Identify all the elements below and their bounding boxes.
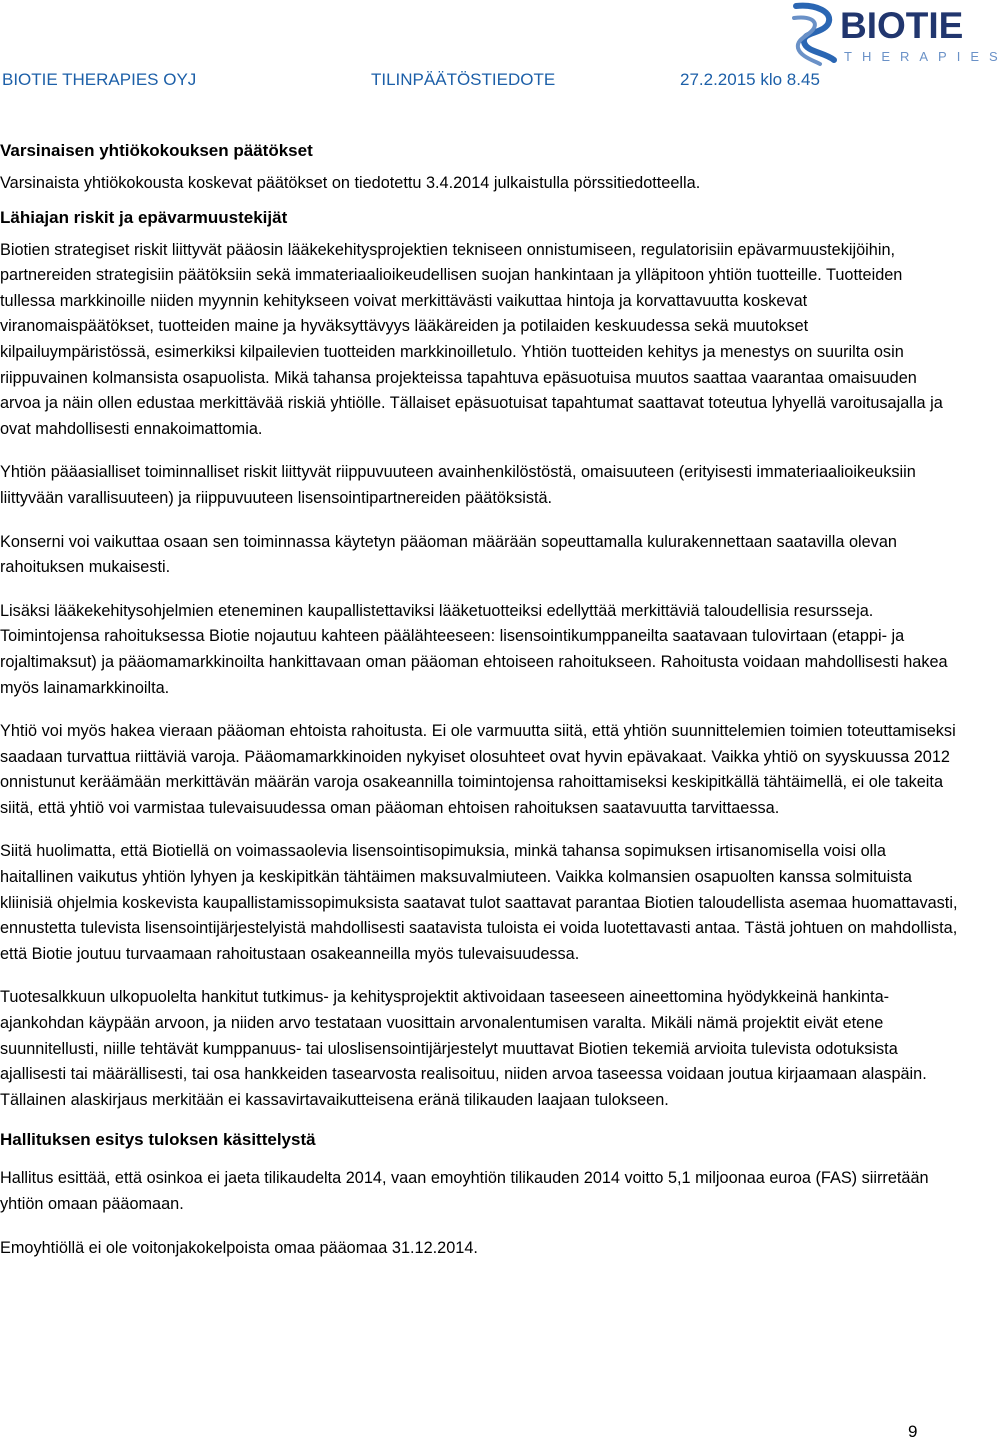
logo-subtitle: THERAPIES <box>844 49 1008 64</box>
document-body <box>0 138 958 1261</box>
page-header <box>0 0 1008 110</box>
proposal-heading: Hallituksen esitys tuloksen käsittelystä <box>0 1130 316 1150</box>
company-name: BIOTIE THERAPIES OYJ <box>2 70 197 89</box>
agm-text: Varsinaista yhtiökokousta koskevat päätökset on tiedotettu 3.4.2014 julkaistulla pörssitiedotteella. <box>0 174 701 192</box>
risks-paragraph-3: Konserni voi vaikuttaa osaan sen toiminnassa käytetyn pääoman määrään sopeuttamalla kulurakennettaan saatavilla olevan rahoituksen mukaisesti. <box>0 532 897 577</box>
page-number: 9 <box>908 1422 918 1441</box>
risks-paragraph-6: Siitä huolimatta, että Biotiellä on voimassaolevia lisensointisopimuksia, minkä tahansa sopimuksen irtisanomisella voisi olla haitallinen vaikutus yhtiön lyhyen ja keskipitkän tähtäimen maksuvalmiuteen. Vaikka kolmansien osapuolten kanssa solmituista kliinisiä ohjelmia koskevista kaupallistamissopimuksista saatavat tulot saattavat parantaa Biotien taloudellista asemaa huomattavasti, ennustetta tulevista lisensointijärjestelyistä mahdollisesti saatavista tuloista ei voida luotettavasti antaa. Tästä johtuen on mahdollista, että Biotie joutuu turvaamaan rahoitustaan osakeanneilla myös tulevaisuudessa. <box>0 842 958 963</box>
proposal-paragraph-2: Emoyhtiöllä ei ole voitonjakokelpoista omaa pääomaa 31.12.2014. <box>0 1238 478 1257</box>
risks-paragraph-7: Tuotesalkkuun ulkopuolelta hankitut tutkimus- ja kehitysprojektit aktivoidaan taseeseen aineettomina hyödykkeinä hankinta-ajankohdan käypään arvoon, ja niiden arvo testataan vuosittain arvonalentumisen varalta. Mikäli nämä projektit eivät etene suunnitellusti, niille tehtävät kumppanuus- tai uloslisensointijärjestelyt muuttavat Biotien tekemiä arvioita tulevista odotuksista ajallisesti tai määrällisesti, tai osa hankkeiden tasearvosta realisoituu, niiden arvoa taseessa voidaan joutua kirjaamaan alaspäin. Tällainen alaskirjaus merkitään ei kassavirtavaikutteisena eränä tilikauden laajaan tulokseen. <box>0 988 927 1109</box>
risks-heading: Lähiajan riskit ja epävarmuustekijät <box>0 207 288 227</box>
logo-wordmark: BIOTIE <box>840 5 964 46</box>
risks-paragraph-1: Biotien strategiset riskit liittyvät pääosin lääkekehitysprojektien tekniseen onnistumiseen, regulatorisiin epävarmuustekijöihin, partnereiden strategisiin päätöksiin sekä immateriaalioikeudellisen suojan hankintaan ja ylläpitoon yhtiön tuotteille. Tuotteiden tullessa markkinoille niiden myynnin kehitykseen voivat merkittävästi vaikuttaa hintoja ja korvattavuutta koskevat viranomaispäätökset, tuotteiden maine ja hyväksyttävyys lääkäreiden ja potilaiden keskuudessa sekä muutokset kilpailuympäristössä, esimerkiksi kilpailevien tuotteiden markkinoilletulo. Yhtiön tuotteiden kehitys ja menestys on suurilta osin riippuvainen kolmansista osapuolista. Mikä tahansa projekteissa tapahtuva epäsuotuisa muutos saattaa vaarantaa omaisuuden arvoa ja näin ollen edustaa merkittävää riskiä yhtiölle. Tällaiset epäsuotuisat tapahtumat saattavat toteutua lyhyellä varoitusajalla ja ovat mahdollisesti ennakoimattomia. <box>0 240 943 438</box>
proposal-paragraph-1: Hallitus esittää, että osinkoa ei jaeta tilikaudelta 2014, vaan emoyhtiön tilikauden 2014 voitto 5,1 miljoonaa euroa (FAS) siirretään yhtiön omaan pääomaan. <box>0 1169 929 1213</box>
release-datetime: 27.2.2015 klo 8.45 <box>680 70 820 89</box>
risks-paragraph-2: Yhtiön pääasialliset toiminnalliset riskit liittyvät riippuvuuteen avainhenkilöstöstä, omaisuuteen (erityisesti immateriaalioikeuksiin liittyvään varallisuuteen) ja riippuvuuteen lisensointipartnereiden päätöksistä. <box>0 463 916 507</box>
biotie-logo <box>790 2 1008 68</box>
document-title: TILINPÄÄTÖSTIEDOTE <box>371 70 556 89</box>
agm-heading: Varsinaisen yhtiökokouksen päätökset <box>0 141 313 160</box>
logo-mark-icon <box>790 2 842 68</box>
risks-paragraph-5: Yhtiö voi myös hakea vieraan pääoman ehtoista rahoitusta. Ei ole varmuutta siitä, että yhtiön suunnittelemien toimien toteuttamiseksi saadaan turvattua riittäviä varoja. Pääomamarkkinoiden nykyiset olosuhteet ovat hyvin epävakaat. Vaikka yhtiö on syyskuussa 2012 onnistunut keräämään merkittävän määrän varoja osakeannilla toimintojensa rahoittamiseksi keskipitkällä tähtäimellä, ei ole takeita siitä, että yhtiö voi varmistaa tulevaisuudessa oman pääoman ehtoisen rahoituksen saatavuutta tarvittaessa. <box>0 722 956 817</box>
risks-paragraph-4: Lisäksi lääkekehitysohjelmien eteneminen kaupallistettaviksi lääketuotteiksi edellyttää merkittäviä taloudellisia resursseja. Toimintojensa rahoituksessa Biotie nojautuu kahteen päälähteeseen: lisensointikumppaneilta saatavaan tulovirtaan (etappi- ja rojaltimaksut) ja pääomamarkkinoilta hankittavaan oman pääoman ehtoiseen rahoitukseen. Rahoitusta voidaan mahdollisesti hakea myös lainamarkkinoilta. <box>0 601 948 697</box>
